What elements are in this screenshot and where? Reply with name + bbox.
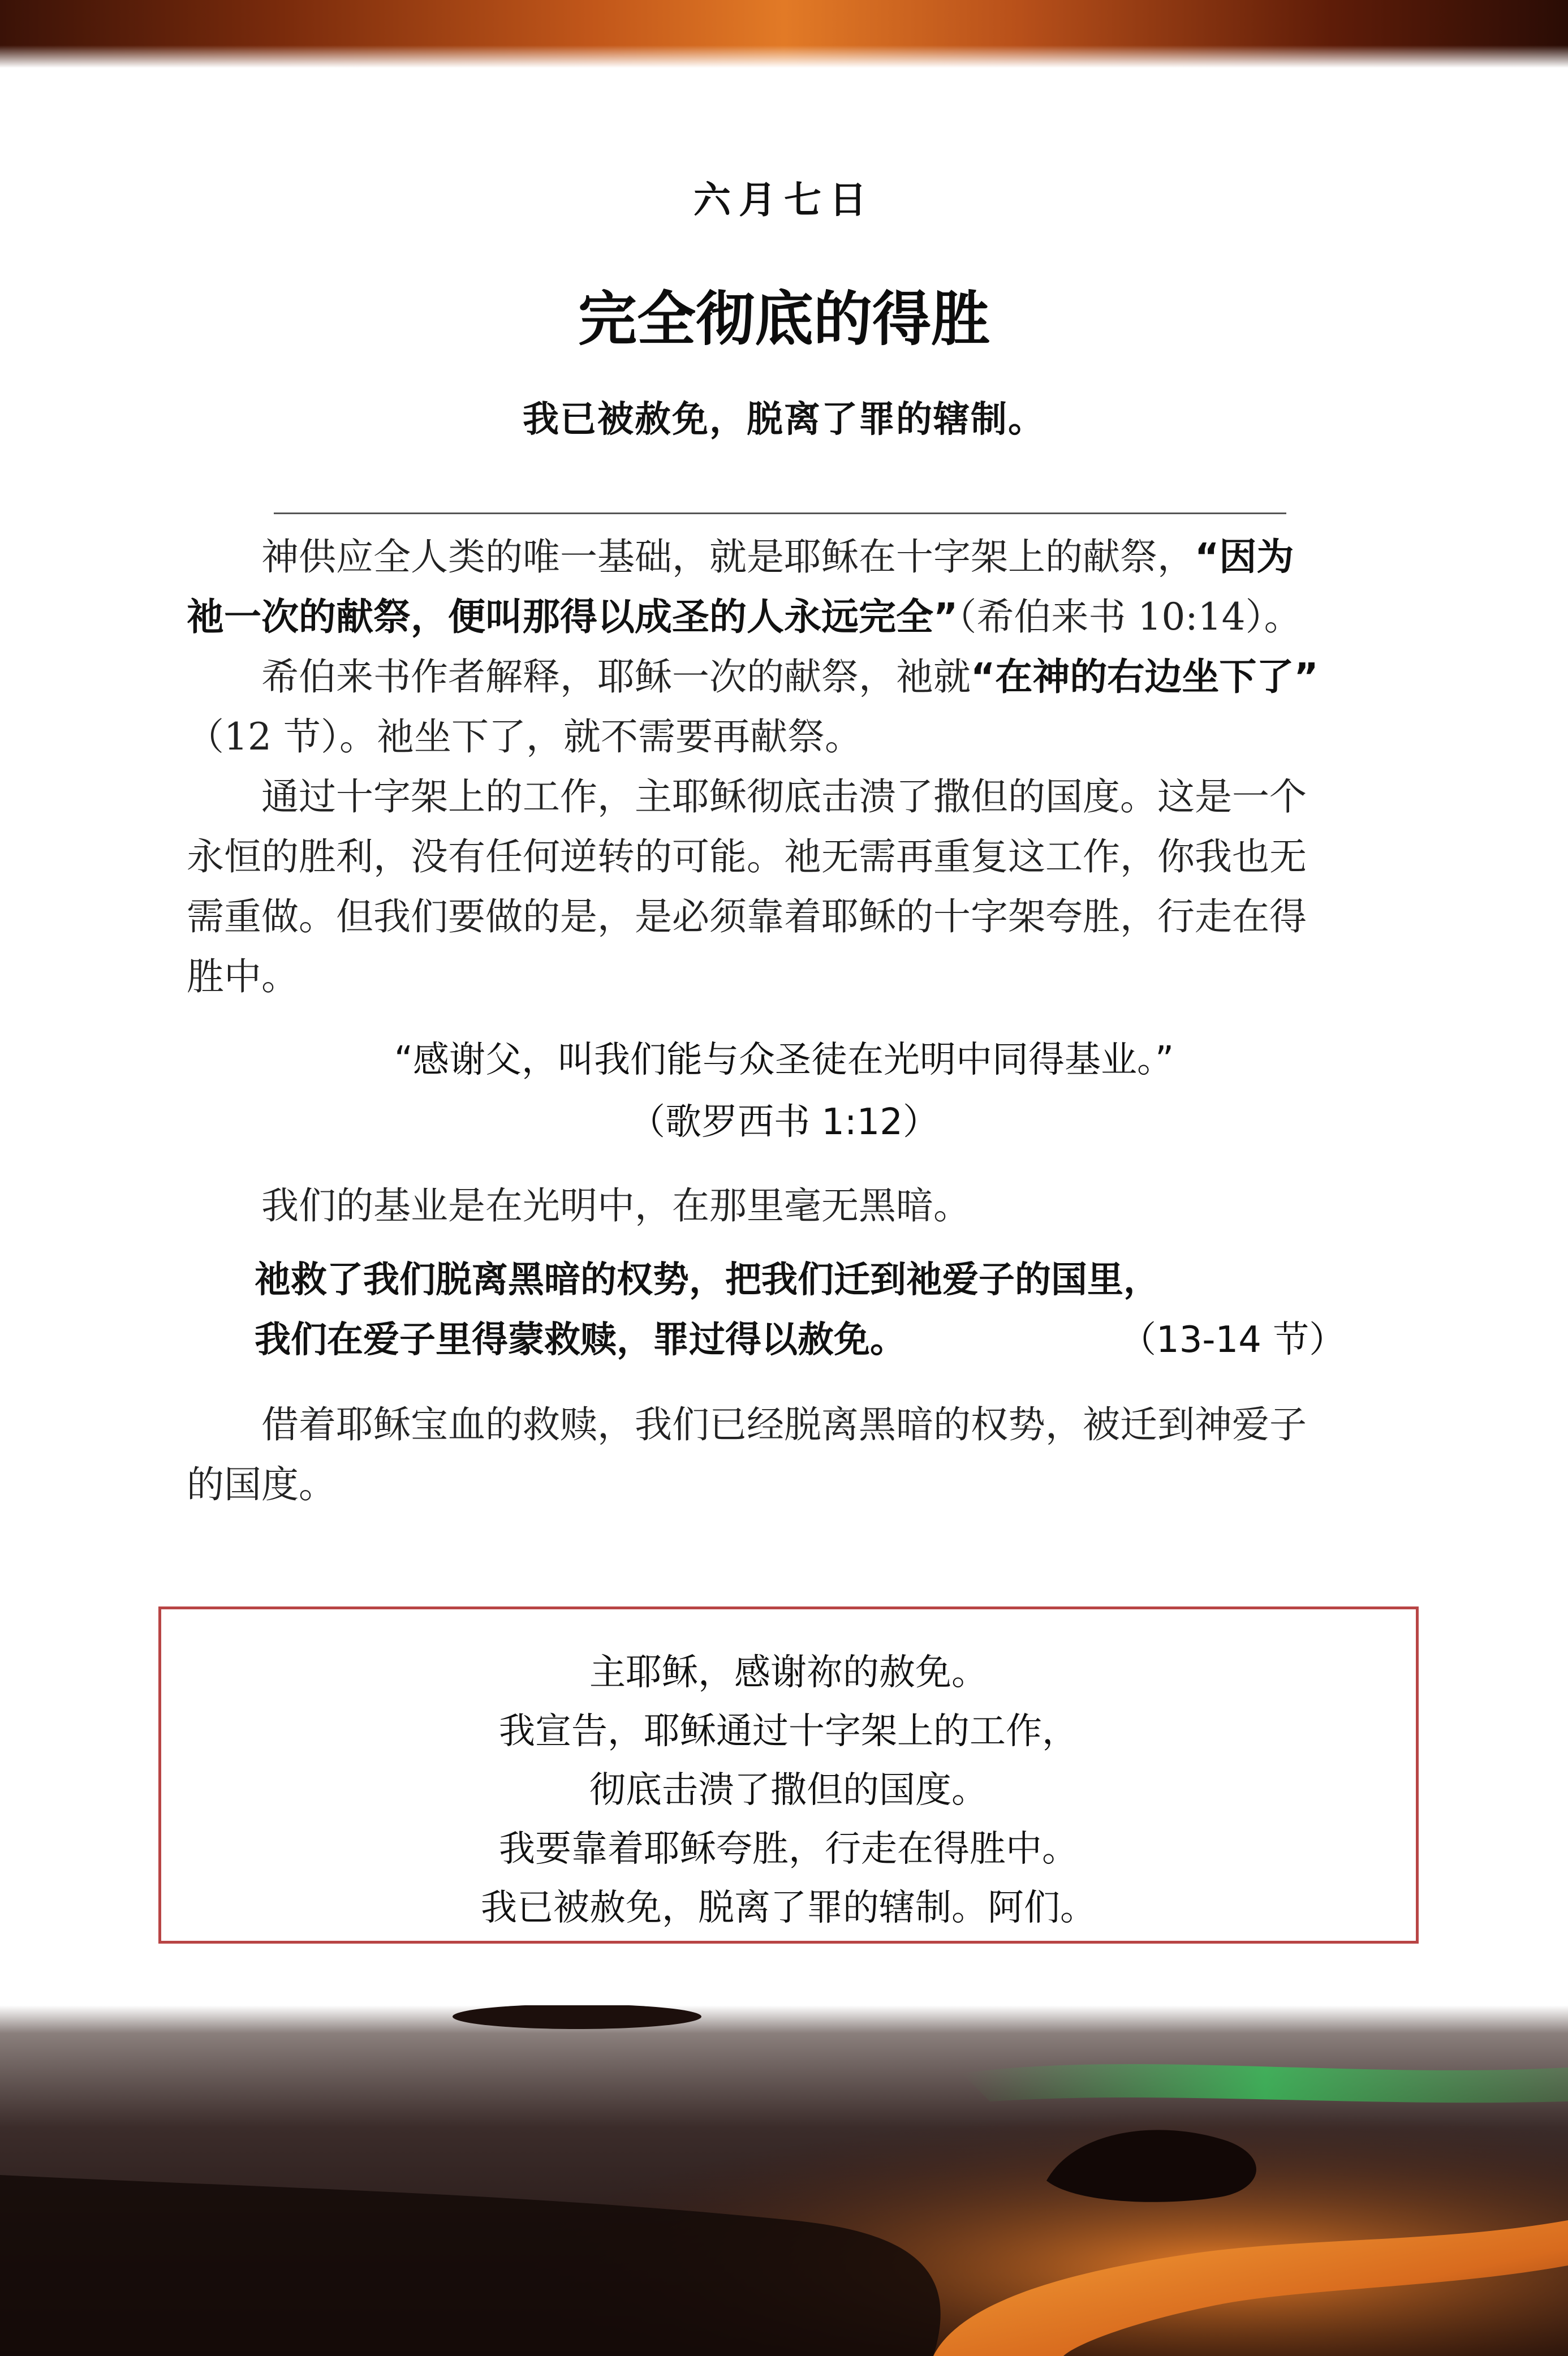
paragraph-5-line: 的国度。: [187, 1463, 336, 1506]
paragraph-2-text: 希伯来书作者解释，耶稣一次的献祭，祂就: [261, 655, 971, 699]
paragraph-2-ref: （12 节）。祂坐下了，就不需要再献祭。: [187, 715, 862, 759]
verse-2-line-1: 祂救了我们脱离黑暗的权势，把我们迁到祂爱子的国里，: [255, 1259, 1160, 1301]
paragraph-2: [187, 647, 1380, 767]
verse-2-reference: （13-14 节）: [1120, 1319, 1346, 1361]
prayer-box: [158, 1606, 1419, 1944]
paragraph-1-ref: （希伯来书 10:14）。: [958, 595, 1302, 639]
page-motto: 我已被赦免，脱离了罪的辖制。: [523, 399, 1045, 441]
paragraph-1-quote-start: “因为: [1195, 535, 1294, 579]
verse-2-line-2-text: 我们在爱子里得蒙救赎，罪过得以赦免。: [255, 1319, 906, 1361]
paragraph-1-text: 神供应全人类的唯一基础，就是耶稣在十字架上的献祭，: [261, 535, 1195, 579]
paragraph-5-line: 借着耶稣宝血的救赎，我们已经脱离黑暗的权势，被迁到神爱子: [261, 1403, 1307, 1446]
paragraph-5: [187, 1395, 1380, 1515]
prayer-line: 我已被赦免，脱离了罪的辖制。阿们。: [481, 1887, 1096, 1929]
prayer-line: 主耶稣，感谢祢的赦免。: [589, 1652, 988, 1694]
prayer-line: 彻底击溃了撒但的国度。: [589, 1769, 988, 1811]
paragraph-3-line: 需重做。但我们要做的是，是必须靠着耶稣的十字架夸胜，行走在得: [187, 895, 1307, 938]
verse-1-text: “感谢父，叫我们能与众圣徒在光明中同得基业。”: [394, 1039, 1174, 1081]
prayer-line: 我宣告，耶稣通过十字架上的工作，: [499, 1711, 1078, 1752]
paragraph-3-line: 胜中。: [187, 955, 299, 998]
paragraph-1-quote: 祂一次的献祭，便叫那得以成圣的人永远完全”: [187, 595, 958, 639]
paragraph-2-quote: “在神的右边坐下了”: [971, 655, 1319, 699]
paragraph-3-line: 通过十字架上的工作，主耶稣彻底击溃了撒但的国度。这是一个: [261, 775, 1307, 819]
page-date: 六月七日: [693, 178, 875, 222]
paragraph-3-line: 永恒的胜利，没有任何逆转的可能。祂无需再重复这工作，你我也无: [187, 835, 1307, 878]
bottom-landscape-image: [0, 2005, 1568, 2356]
prayer-line: 我要靠着耶稣夸胜，行走在得胜中。: [499, 1828, 1078, 1870]
paragraph-1: [187, 527, 1380, 647]
verse-1-reference: （歌罗西书 1:12）: [628, 1101, 940, 1143]
page-title: 完全彻底的得胜: [578, 285, 990, 354]
paragraph-4: 我们的基业是在光明中，在那里毫无黑暗。: [261, 1184, 971, 1227]
section-divider: [274, 512, 1286, 514]
paragraph-3: [187, 767, 1380, 1007]
landscape-illustration: [0, 2005, 1568, 2356]
top-banner-decoration: [0, 0, 1568, 68]
